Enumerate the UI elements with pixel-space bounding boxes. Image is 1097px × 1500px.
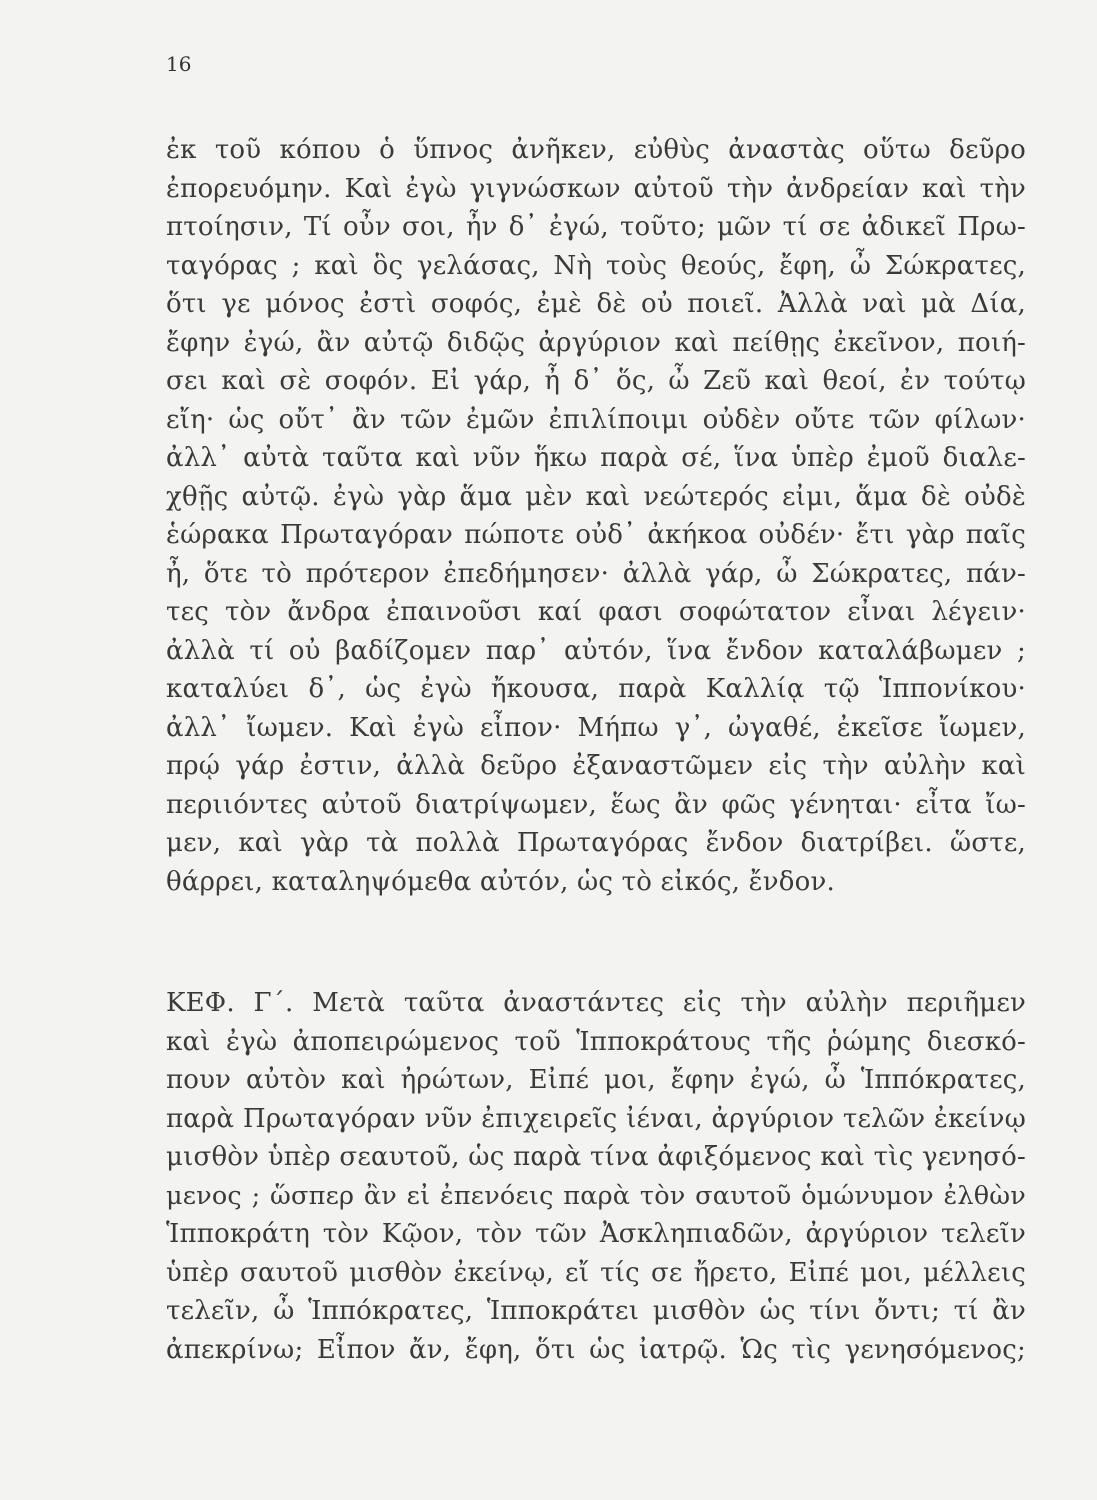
text-line: εἴη· ὡς οὔτ᾽ ἂν τῶν ἐμῶν ἐπιλίποιμι οὐδὲν οὔτε τῶν φίλων· (166, 404, 1026, 435)
text-line: σει καὶ σὲ σοφόν. Εἰ γάρ, ἦ δ᾽ ὅς, ὦ Ζεῦ καὶ θεοί, ἐν τούτῳ (166, 366, 1026, 396)
text-line: ἑώρακα Πρωταγόραν πώποτε οὐδ᾽ ἀκήκοα οὐδέν· ἔτι γὰρ παῖς (166, 520, 1026, 550)
text-line: ἀλλὰ τί οὐ βαδίζομεν παρ᾽ αὐτόν, ἵνα ἔνδον καταλάβωμεν ; (166, 635, 1026, 666)
text-line: πουν αὐτὸν καὶ ἠρώτων, Εἰπέ μοι, ἔφην ἐγώ, ὦ Ἱππόκρατες, (166, 1065, 1026, 1095)
text-line: ἀλλ᾽ ἴωμεν. Καὶ ἐγὼ εἶπον· Μήπω γ᾽, ὠγαθέ, ἐκεῖσε ἴωμεν, (166, 712, 1026, 743)
text-line: πτοίησιν, Τί οὖν σοι, ἦν δ᾽ ἐγώ, τοῦτο; μῶν τί σε ἀδικεῖ Πρω- (166, 212, 1026, 242)
text-line: μισθὸν ὑπὲρ σεαυτοῦ, ὡς παρὰ τίνα ἀφιξόμενος καὶ τὶς γενησό- (166, 1142, 1026, 1172)
text-line: μεν, καὶ γὰρ τὰ πολλὰ Πρωταγόρας ἔνδον διατρίβει. ὥστε, (166, 828, 1026, 858)
text-line: χθῇς αὐτῷ. ἐγὼ γὰρ ἅμα μὲν καὶ νεώτερός εἰμι, ἅμα δὲ οὐδὲ (166, 481, 1026, 512)
text-line: ἐπορευόμην. Καὶ ἐγὼ γιγνώσκων αὐτοῦ τὴν ἀνδρείαν καὶ τὴν (166, 173, 1026, 204)
page-number: 16 (166, 52, 192, 76)
text-line: Ἱπποκράτη τὸν Κῷον, τὸν τῶν Ἀσκληπιαδῶν, ἀργύριον τελεῖν (166, 1219, 1026, 1249)
paragraph-2 (166, 984, 1026, 1369)
text-line: θάρρει, καταληψόμεθα αὐτόν, ὡς τὸ εἰκός, ἔνδον. (166, 866, 835, 897)
text-line: τελεῖν, ὦ Ἱππόκρατες, Ἱπποκράτει μισθὸν ὡς τίνι ὄντι; τί ἂν (166, 1296, 1026, 1326)
text-line: ΚΕΦ. Γ΄. Μετὰ ταῦτα ἀναστάντες εἰς τὴν αὐλὴν περιῆμεν (166, 988, 1026, 1018)
text-line: μενος ; ὥσπερ ἂν εἰ ἐπενόεις παρὰ τὸν σαυτοῦ ὁμώνυμον ἐλθὼν (166, 1180, 1026, 1211)
text-line: ἔφην ἐγώ, ἂν αὐτῷ διδῷς ἀργύριον καὶ πείθῃς ἐκεῖνον, ποιή- (166, 327, 1026, 358)
text-line: καὶ ἐγὼ ἀποπειρώμενος τοῦ Ἱπποκράτους τῆς ῥώμης διεσκό- (166, 1026, 1026, 1057)
text-line: ταγόρας ; καὶ ὃς γελάσας, Νὴ τοὺς θεούς, ἔφη, ὦ Σώκρατες, (166, 250, 1026, 281)
paragraph-1 (166, 131, 1026, 901)
text-line: ἐκ τοῦ κόπου ὁ ὕπνος ἀνῆκεν, εὐθὺς ἀναστὰς οὕτω δεῦρο (166, 135, 1026, 165)
text-line: παρὰ Πρωταγόραν νῦν ἐπιχειρεῖς ἰέναι, ἀργύριον τελῶν ἐκείνῳ (166, 1103, 1026, 1134)
text-line: ὅτι γε μόνος ἐστὶ σοφός, ἐμὲ δὲ οὐ ποιεῖ. Ἀλλὰ ναὶ μὰ Δία, (166, 289, 1026, 319)
text-line: ὑπὲρ σαυτοῦ μισθὸν ἐκείνῳ, εἴ τίς σε ἤρετο, Εἰπέ μοι, μέλλεις (166, 1257, 1026, 1288)
text-line: καταλύει δ᾽, ὡς ἐγὼ ἤκουσα, παρὰ Καλλίᾳ τῷ Ἱππονίκου· (166, 674, 1026, 704)
text-line: πρῴ γάρ ἐστιν, ἀλλὰ δεῦρο ἐξαναστῶμεν εἰς τὴν αὐλὴν καὶ (166, 751, 1026, 781)
text-line: ἀλλ᾽ αὐτὰ ταῦτα καὶ νῦν ἥκω παρὰ σέ, ἵνα ὑπὲρ ἐμοῦ διαλε- (166, 443, 1026, 473)
text-line: περιιόντες αὐτοῦ διατρίψωμεν, ἕως ἂν φῶς γένηται· εἶτα ἴω- (166, 789, 1026, 820)
text-line: τες τὸν ἄνδρα ἐπαινοῦσι καί φασι σοφώτατον εἶναι λέγειν· (166, 597, 1026, 627)
text-line: ἀπεκρίνω; Εἶπον ἄν, ἔφη, ὅτι ὡς ἰατρῷ. Ὡς τὶς γενησόμενος; (166, 1334, 1026, 1365)
text-line: ἦ, ὅτε τὸ πρότερον ἐπεδήμησεν· ἀλλὰ γάρ, ὦ Σώκρατες, πάν- (166, 558, 1026, 589)
